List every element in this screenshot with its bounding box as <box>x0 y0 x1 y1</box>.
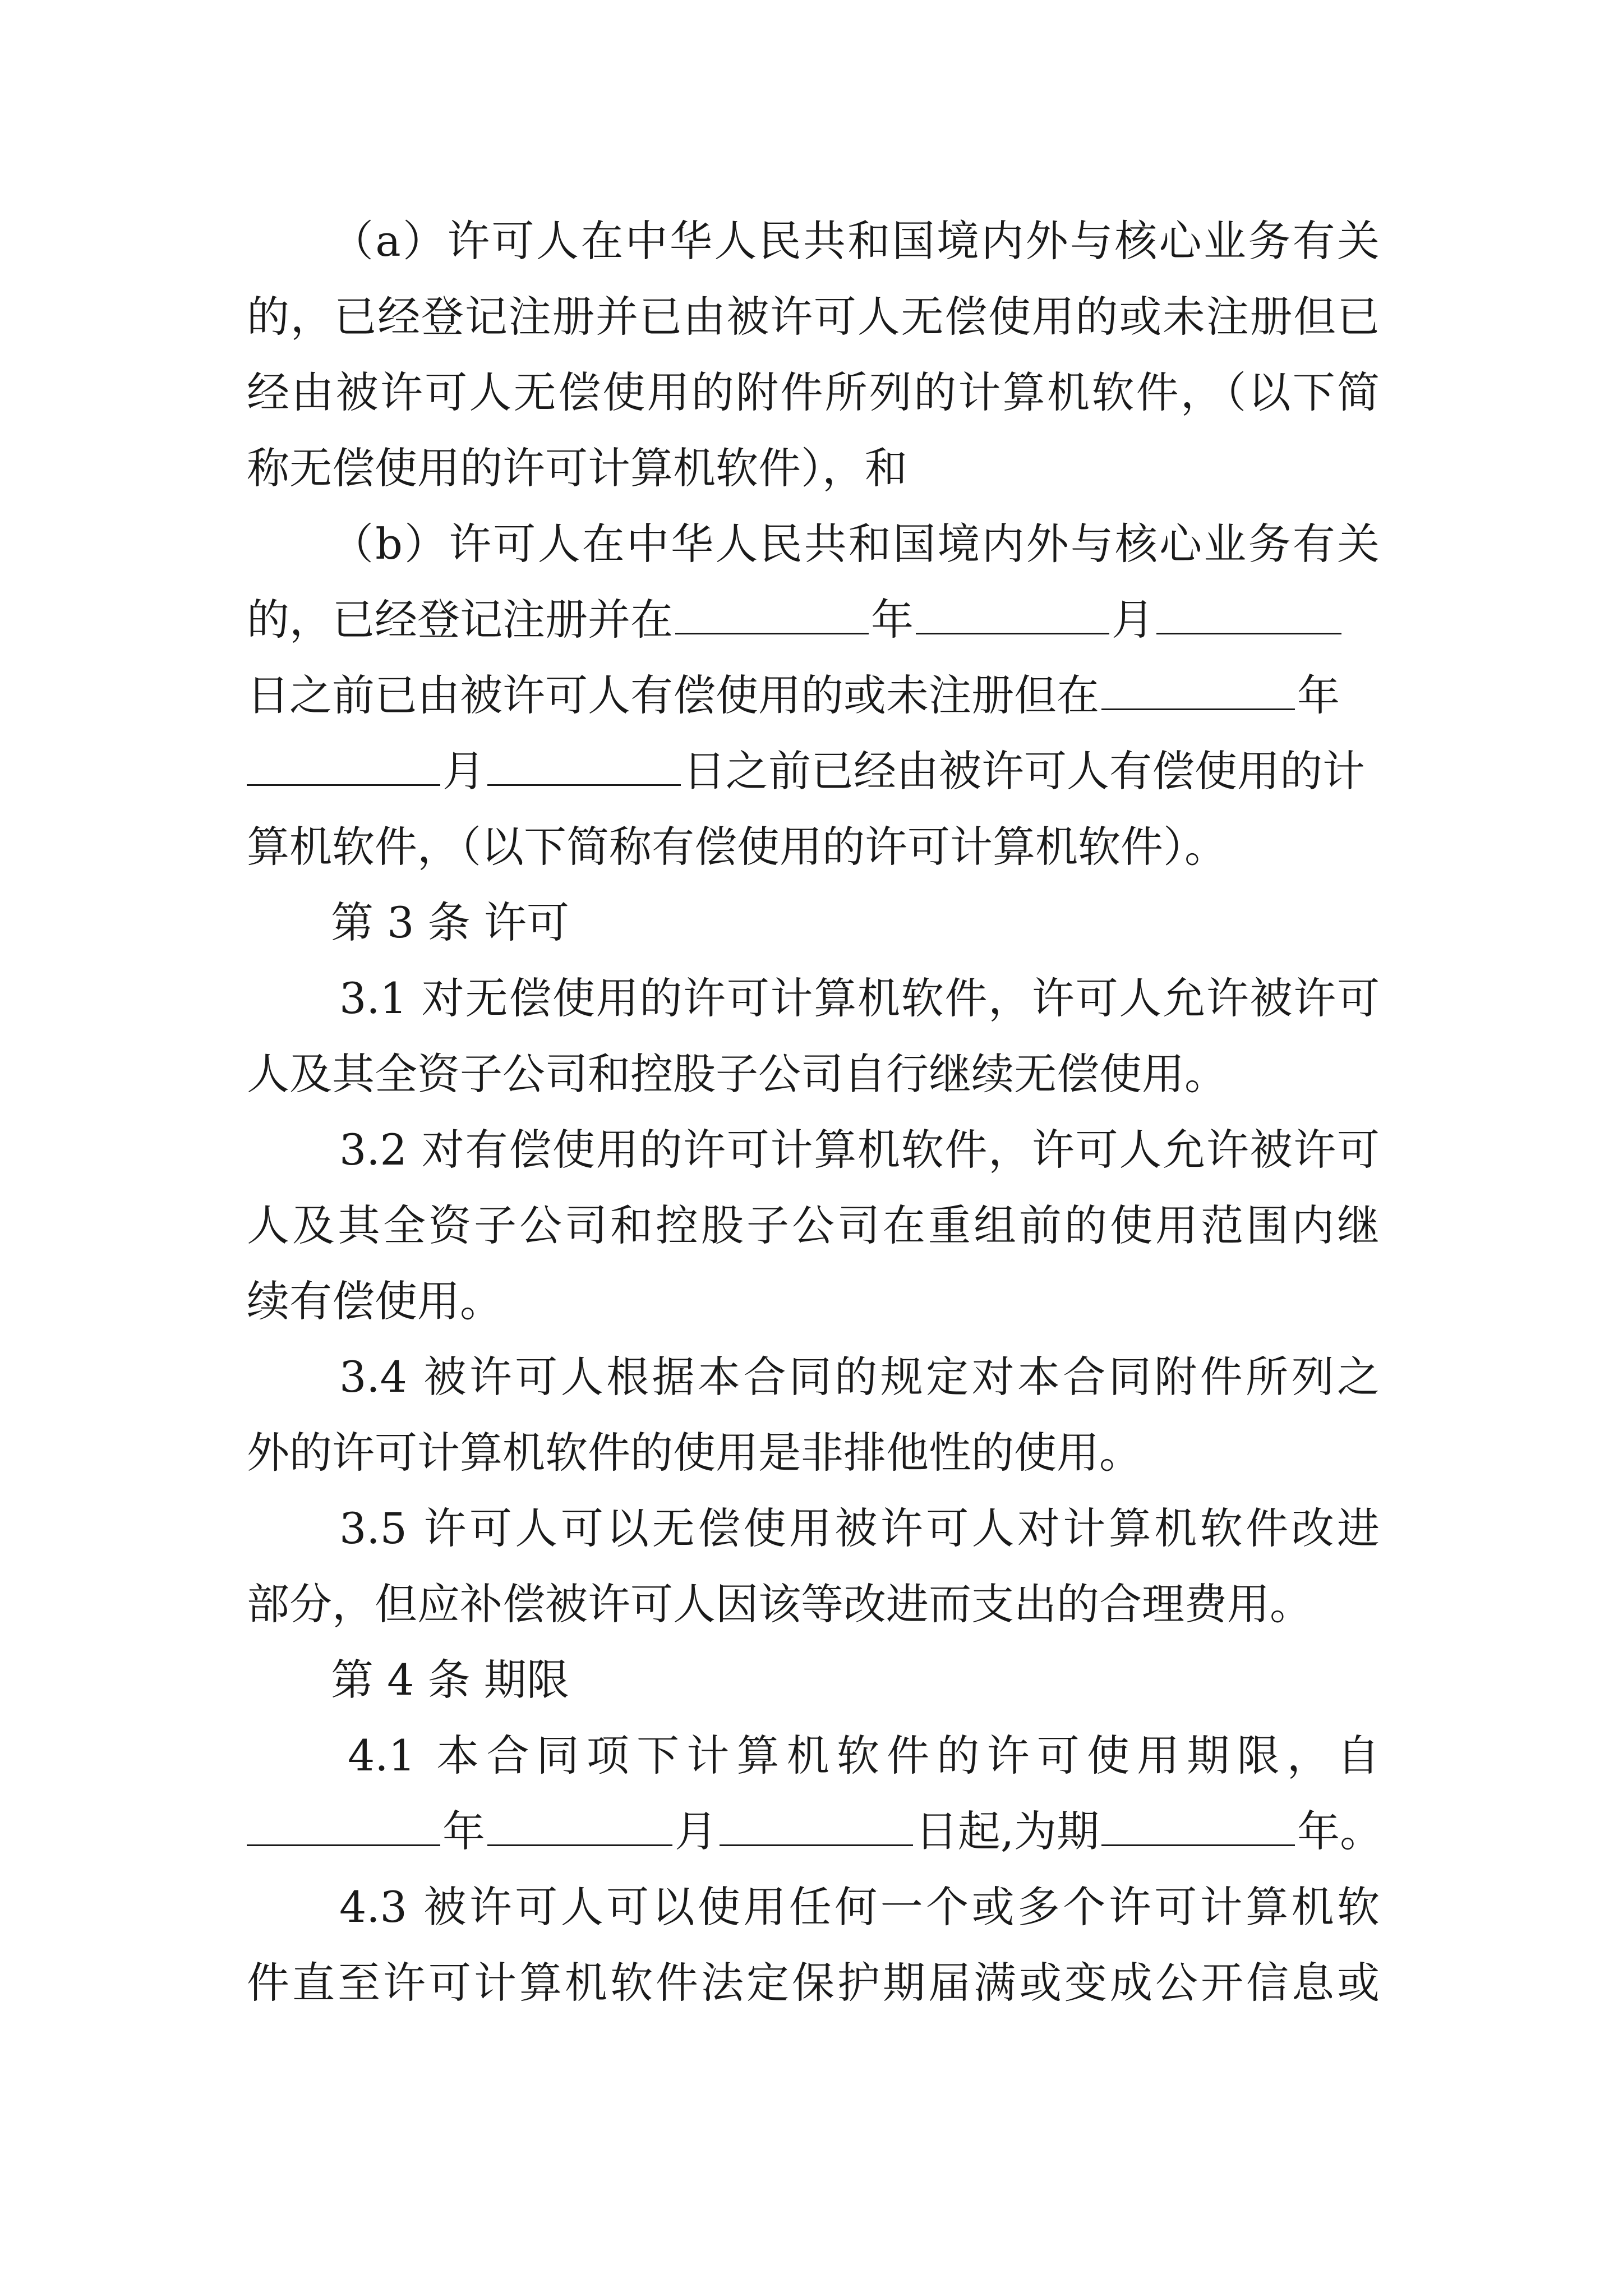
month-label: 月 <box>442 746 485 796</box>
section-3-2-line-2: 人及其全资子公司和控股子公司在重组前的使用范围内继 <box>247 1200 1380 1250</box>
blank-term-years-field[interactable] <box>1101 1811 1295 1846</box>
section-4-3-line-1: 4.3 被许可人可以使用任何一个或多个许可计算机软 <box>339 1882 1380 1932</box>
article-3-heading: 第 3 条 许可 <box>331 898 569 947</box>
clause-b-line-2 <box>247 595 1380 645</box>
clause-b-line-3 <box>247 670 1380 720</box>
section-4-1-line-2 <box>247 1806 1383 1856</box>
year-label: 年 <box>871 595 914 645</box>
section-3-1-line-2: 人及其全资子公司和控股子公司自行继续无偿使用。 <box>247 1049 1227 1099</box>
term-years-label: 年。 <box>1297 1806 1383 1856</box>
blank-year-field[interactable] <box>675 599 869 634</box>
month-label: 月 <box>675 1806 717 1856</box>
blank-year-field[interactable] <box>1101 675 1295 710</box>
month-label: 月 <box>1112 595 1154 645</box>
section-3-4-line-2: 外的许可计算机软件的使用是非排他性的使用。 <box>247 1428 1142 1478</box>
year-label: 年 <box>1297 670 1340 720</box>
section-3-1-line-1: 3.1 对无偿使用的许可计算机软件，许可人允许被许可 <box>339 973 1380 1023</box>
blank-month-field[interactable] <box>487 1811 672 1846</box>
article-4-heading: 第 4 条 期限 <box>331 1655 569 1705</box>
year-label: 年 <box>442 1806 485 1856</box>
blank-day-field[interactable] <box>487 751 681 786</box>
section-3-5-line-2: 部分，但应补偿被许可人因该等改进而支出的合理费用。 <box>247 1579 1312 1629</box>
clause-b-line-4-text: 日之前已经由被许可人有偿使用的计 <box>683 746 1365 796</box>
blank-day-field[interactable] <box>1156 599 1341 634</box>
section-3-2-line-1: 3.2 对有偿使用的许可计算机软件，许可人允许被许可 <box>339 1125 1380 1175</box>
clause-b-line-3-text: 日之前已由被许可人有偿使用的或未注册但在 <box>247 670 1099 720</box>
blank-day-field[interactable] <box>720 1811 913 1846</box>
clause-a-line-2: 的，已经登记注册并已由被许可人无偿使用的或未注册但已 <box>247 292 1380 342</box>
clause-b-line-4 <box>247 746 1380 796</box>
clause-b-line-1: （b）许可人在中华人民共和国境内外与核心业务有关 <box>331 519 1380 569</box>
blank-month-field[interactable] <box>247 751 440 786</box>
clause-b-line-5: 算机软件，（以下简称有偿使用的许可计算机软件）。 <box>247 822 1227 872</box>
section-3-5-line-1: 3.5 许可人可以无偿使用被许可人对计算机软件改进 <box>339 1503 1380 1553</box>
section-3-4-line-1: 3.4 被许可人根据本合同的规定对本合同附件所列之 <box>339 1352 1380 1402</box>
clause-a-line-1: （a）许可人在中华人民共和国境内外与核心业务有关 <box>331 216 1380 266</box>
start-date-text: 日起,为期 <box>915 1806 1100 1856</box>
section-4-3-line-2: 件直至许可计算机软件法定保护期届满或变成公开信息或 <box>247 1958 1380 2008</box>
clause-a-line-3: 经由被许可人无偿使用的附件所列的计算机软件，（以下简 <box>247 367 1380 417</box>
clause-a-line-4: 称无偿使用的许可计算机软件），和 <box>247 443 907 493</box>
blank-year-field[interactable] <box>247 1811 440 1846</box>
blank-month-field[interactable] <box>916 599 1109 634</box>
section-3-2-line-3: 续有偿使用。 <box>247 1276 502 1326</box>
clause-b-line-2-text: 的，已经登记注册并在 <box>247 595 673 645</box>
section-4-1-line-1: 4.1 本合同项下计算机软件的许可使用期限，自 <box>348 1731 1380 1780</box>
